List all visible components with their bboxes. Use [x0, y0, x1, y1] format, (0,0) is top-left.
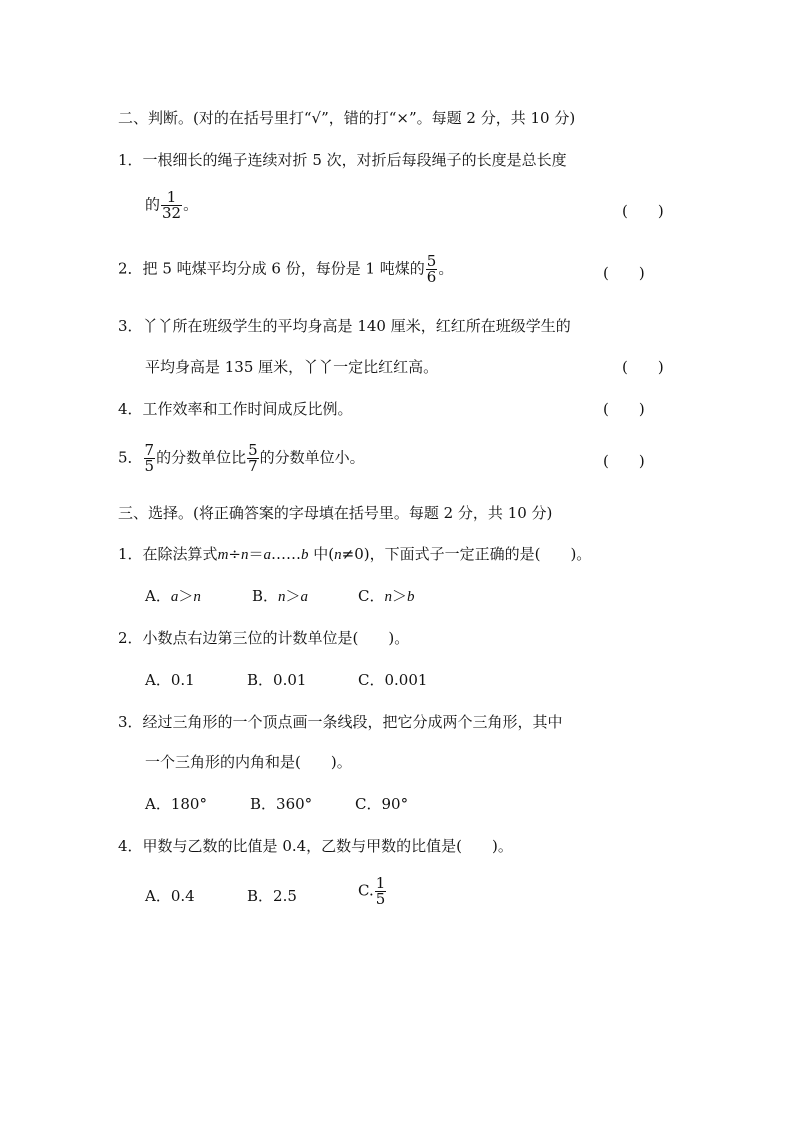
option-b[interactable]: B．0.01 — [247, 671, 307, 689]
judge-q5 — [118, 443, 365, 474]
question-number: 4． — [118, 400, 143, 418]
question-text: 的分数单位小。 — [259, 448, 365, 467]
question-number: 4． — [118, 837, 143, 855]
question-number: 3． — [118, 713, 143, 731]
fraction-1-32 — [161, 190, 182, 221]
option-b[interactable]: B．360° — [250, 795, 313, 813]
option-var: n — [193, 589, 201, 605]
judge-q3-line2: 平均身高是 135 厘米，丫丫一定比红红高。 — [145, 358, 439, 376]
var-n: n — [240, 547, 249, 563]
fraction-denominator: 6 — [426, 268, 437, 286]
fraction-numerator: 5 — [426, 252, 437, 270]
option-op: ＞ — [285, 587, 301, 605]
fraction-denominator: 32 — [162, 204, 182, 222]
div-sign: ÷ — [228, 545, 241, 563]
fraction-5-6 — [426, 254, 438, 285]
fraction-numerator: 1 — [375, 874, 386, 892]
choice-q2 — [118, 628, 409, 648]
fraction-1-5 — [375, 876, 387, 907]
option-var: a — [300, 589, 309, 605]
question-number: 5． — [118, 448, 143, 467]
choice-q3-line1 — [118, 712, 563, 732]
question-text: 甲数与乙数的比值是 0.4，乙数与甲数的比值是( )。 — [142, 837, 513, 855]
option-c[interactable] — [358, 586, 415, 607]
option-label: C. — [358, 881, 374, 900]
choice-q3-line2: 一个三角形的内角和是( )。 — [145, 753, 352, 771]
question-text: 工作效率和工作时间成反比例。 — [142, 400, 353, 418]
option-op: ＞ — [178, 587, 194, 605]
answer-paren-q4[interactable]: ( ) — [603, 400, 645, 418]
question-text: ≠0)，下面式子一定正确的是( )。 — [341, 545, 592, 563]
var-m: m — [217, 547, 229, 563]
question-text: 。 — [183, 195, 199, 214]
option-a[interactable]: A．0.1 — [145, 671, 195, 689]
option-b[interactable]: B．2.5 — [247, 887, 297, 905]
judge-q3-line1 — [118, 316, 571, 336]
choice-q4 — [118, 836, 513, 856]
question-text: 的 — [145, 195, 161, 214]
option-a[interactable]: A．0.4 — [145, 887, 195, 905]
var-a: a — [263, 547, 271, 563]
answer-paren-q3[interactable]: ( ) — [622, 358, 664, 376]
option-var: b — [407, 589, 415, 605]
question-number: 1． — [118, 545, 143, 563]
question-text: 的分数单位比 — [156, 448, 247, 467]
question-number: 2． — [118, 629, 143, 647]
answer-paren-q5[interactable]: ( ) — [603, 452, 645, 470]
var-n: n — [334, 547, 342, 563]
choice-q1 — [118, 544, 591, 565]
question-text: 经过三角形的一个顶点画一条线段，把它分成两个三角形，其中 — [142, 713, 563, 731]
var-b: b — [301, 547, 309, 563]
question-number: 2． — [118, 259, 143, 278]
fraction-denominator: 5 — [375, 890, 386, 908]
option-a[interactable] — [145, 586, 201, 607]
option-a[interactable]: A．180° — [145, 795, 207, 813]
option-label: C． — [358, 587, 385, 605]
fraction-7-5 — [144, 443, 156, 474]
fraction-denominator: 5 — [144, 457, 155, 475]
question-text: 在除法算式 — [142, 545, 218, 563]
section-2-title: 二、判断。(对的在括号里打“√”，错的打“×”。每题 2 分，共 10 分) — [118, 109, 576, 127]
option-op: ＞ — [391, 587, 407, 605]
equals-sign: ＝ — [248, 545, 264, 563]
fraction-numerator: 5 — [248, 441, 258, 459]
option-c[interactable] — [358, 876, 387, 907]
answer-paren-q2[interactable]: ( ) — [603, 264, 645, 282]
option-b[interactable] — [252, 586, 308, 607]
option-var: a — [170, 589, 179, 605]
question-number: 1． — [118, 151, 143, 169]
question-text: 。 — [438, 259, 454, 278]
judge-q4 — [118, 399, 353, 419]
question-text: 丫丫所在班级学生的平均身高是 140 厘米，红红所在班级学生的 — [142, 317, 571, 335]
question-text: 小数点右边第三位的计数单位是( )。 — [142, 629, 410, 647]
fraction-5-7 — [247, 443, 259, 474]
option-c[interactable]: C．90° — [355, 795, 409, 813]
option-c[interactable]: C．0.001 — [358, 671, 428, 689]
section-3-title: 三、选择。(将正确答案的字母填在括号里。每题 2 分，共 10 分) — [118, 504, 553, 522]
option-label: B． — [252, 587, 279, 605]
question-text: 一根细长的绳子连续对折 5 次，对折后每段绳子的长度是总长度 — [142, 151, 567, 169]
option-label: A． — [145, 587, 171, 605]
judge-q2 — [118, 254, 453, 285]
judge-q1-line2 — [145, 190, 198, 221]
fraction-numerator: 1 — [166, 188, 177, 206]
option-var: n — [278, 589, 286, 605]
question-number: 3． — [118, 317, 143, 335]
answer-paren-q1[interactable]: ( ) — [622, 202, 664, 220]
fraction-numerator: 7 — [144, 441, 155, 459]
fraction-denominator: 7 — [248, 457, 258, 475]
option-var: n — [384, 589, 392, 605]
question-text: 中( — [308, 545, 335, 563]
question-text: 把 5 吨煤平均分成 6 份，每份是 1 吨煤的 — [142, 259, 425, 278]
judge-q1-line1 — [118, 150, 567, 170]
remainder-dots: …… — [271, 545, 301, 563]
